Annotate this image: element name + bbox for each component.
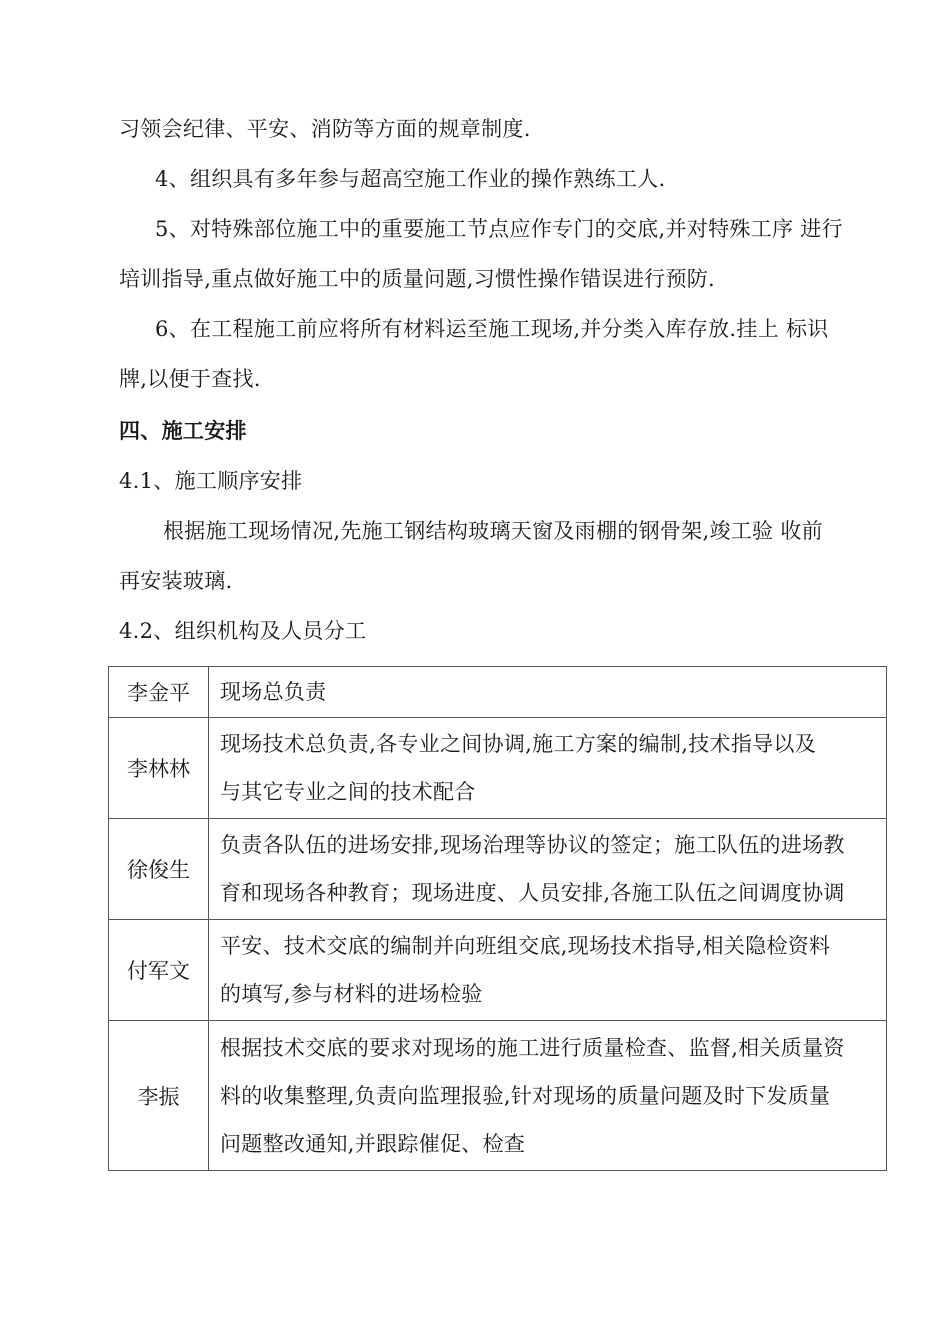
duty-line: 负责各队伍的进场安排,现场治理等协议的签定；施工队伍的进场教 <box>220 833 845 857</box>
duty-line: 根据技术交底的要求对现场的施工进行质量检查、监督,相关质量资 <box>220 1035 845 1060</box>
paragraph-item-5-line1: 5、对特殊部位施工中的重要施工节点应作专门的交底,并对特殊工序 进行 <box>155 217 843 241</box>
table-row <box>109 667 887 718</box>
paragraph-item-5-line2: 培训指导,重点做好施工中的质量问题,习惯性操作错误进行预防. <box>119 267 716 291</box>
staff-duty <box>209 667 887 718</box>
subsection-heading-4-1: 4.1、施工顺序安排 <box>119 469 303 493</box>
staff-name: 李金平 <box>109 667 209 718</box>
paragraph-line: 习领会纪律、平安、消防等方面的规章制度. <box>119 117 531 141</box>
table-row <box>109 819 887 920</box>
duty-line: 现场总负责 <box>220 680 327 704</box>
staff-name: 徐俊生 <box>109 819 209 920</box>
staff-duty <box>209 718 887 819</box>
staff-table <box>108 666 887 1171</box>
duty-line: 育和现场各种教育；现场进度、人员安排,各施工队伍之间调度协调 <box>220 881 845 905</box>
staff-name: 李振 <box>109 1021 209 1171</box>
paragraph-item-6-line1: 6、在工程施工前应将所有材料运至施工现场,并分类入库存放.挂上 标识 <box>155 317 829 341</box>
section-heading: 四、施工安排 <box>119 419 247 443</box>
duty-line: 问题整改通知,并跟踪催促、检查 <box>220 1131 526 1156</box>
duty-line: 料的收集整理,负责向监理报验,针对现场的质量问题及时下发质量 <box>220 1083 831 1108</box>
table-row <box>109 1021 887 1171</box>
paragraph-item-4: 4、组织具有多年参与超高空施工作业的操作熟练工人. <box>155 167 666 191</box>
table-row <box>109 718 887 819</box>
subsection-body-line2: 再安装玻璃. <box>119 569 233 593</box>
table-row <box>109 920 887 1021</box>
duty-line: 与其它专业之间的技术配合 <box>220 780 476 804</box>
staff-name: 付军文 <box>109 920 209 1021</box>
duty-line: 现场技术总负责,各专业之间协调,施工方案的编制,技术指导以及 <box>220 732 817 756</box>
staff-duty <box>209 1021 887 1171</box>
subsection-heading-4-2: 4.2、组织机构及人员分工 <box>119 619 367 643</box>
duty-line: 平安、技术交底的编制并向班组交底,现场技术指导,相关隐检资料 <box>220 934 831 958</box>
paragraph-item-6-line2: 牌,以便于查找. <box>119 367 261 391</box>
staff-duty <box>209 920 887 1021</box>
duty-line: 的填写,参与材料的进场检验 <box>220 982 483 1006</box>
staff-name: 李林林 <box>109 718 209 819</box>
staff-duty <box>209 819 887 920</box>
subsection-body-line1: 根据施工现场情况,先施工钢结构玻璃天窗及雨棚的钢骨架,竣工验 收前 <box>163 519 823 543</box>
